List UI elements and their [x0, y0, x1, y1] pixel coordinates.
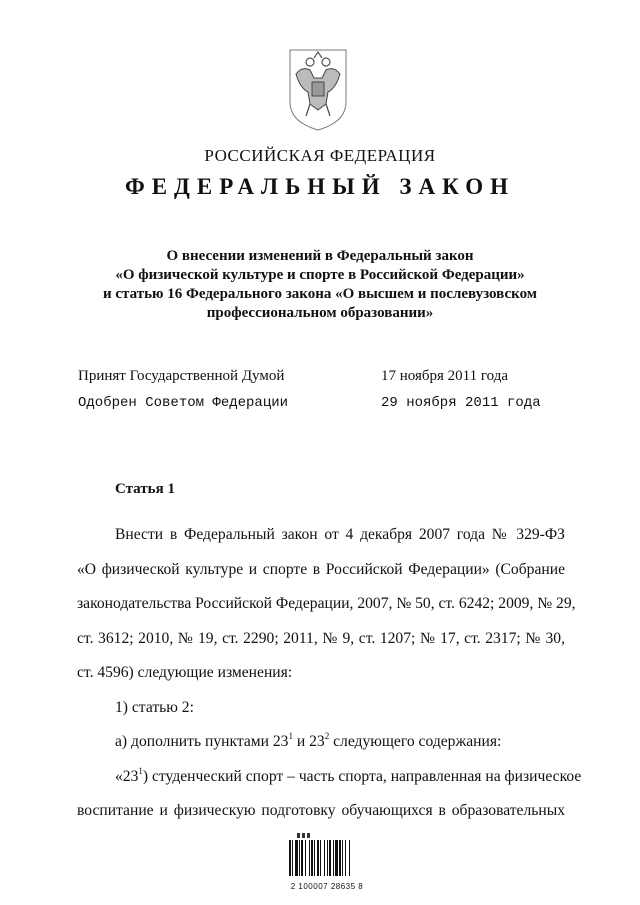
- body-line: ст. 4596) следующие изменения:: [77, 664, 293, 681]
- body-line: законодательства Российской Федерации, 2007, № 50, ст. 6242; 2009, № 29,: [77, 595, 576, 612]
- coat-of-arms-icon: [286, 44, 350, 132]
- law-title-line: профессиональном образовании»: [206, 305, 434, 321]
- article-heading: Статья 1: [115, 481, 175, 497]
- barcode-number: 2 100007 28635 8: [290, 882, 364, 891]
- body-line: «О физической культуре и спорте в Российской Федерации» (Собрание: [77, 560, 565, 578]
- law-title-line: «О физической культуре и спорте в Российской Федерации»: [115, 267, 525, 283]
- country-heading: РОССИЙСКАЯ ФЕДЕРАЦИЯ: [204, 146, 436, 165]
- body-line: 1) статью 2:: [115, 698, 194, 716]
- duma-label: Принят Государственной Думой: [78, 368, 285, 384]
- body-line: ст. 3612; 2010, № 19, ст. 2290; 2011, № 9, ст. 1207; № 17, ст. 2317; № 30,: [77, 629, 565, 647]
- item-23-1-line: «$23^1$) студенческий спорт – часть спорта, направленная на физическое: [115, 765, 582, 785]
- council-label: Одобрен Советом Федерации: [78, 395, 289, 411]
- barcode: [287, 832, 367, 890]
- body-line: воспитание и физическую подготовку обучающихся в образовательных: [77, 802, 565, 819]
- duma-date: 17 ноября 2011 года: [381, 368, 509, 384]
- article-body: [77, 518, 582, 829]
- barcode-icon: [287, 832, 367, 878]
- body-line: Внести в Федеральный закон от 4 декабря 2007 года № 329-ФЗ: [115, 526, 565, 543]
- document-type-heading: ФЕДЕРАЛЬНЫЙ ЗАКОН: [124, 174, 516, 199]
- item-a-line: а) дополнить пунктами $23^1$ и $23^2$ следующего содержания:: [115, 731, 502, 750]
- law-title-line: и статью 16 Федерального закона «О высшем и послевузовском: [103, 286, 537, 302]
- council-date: 29 ноября 2011 года: [381, 395, 541, 411]
- law-title-line: О внесении изменений в Федеральный закон: [166, 248, 474, 264]
- law-title: [60, 247, 580, 323]
